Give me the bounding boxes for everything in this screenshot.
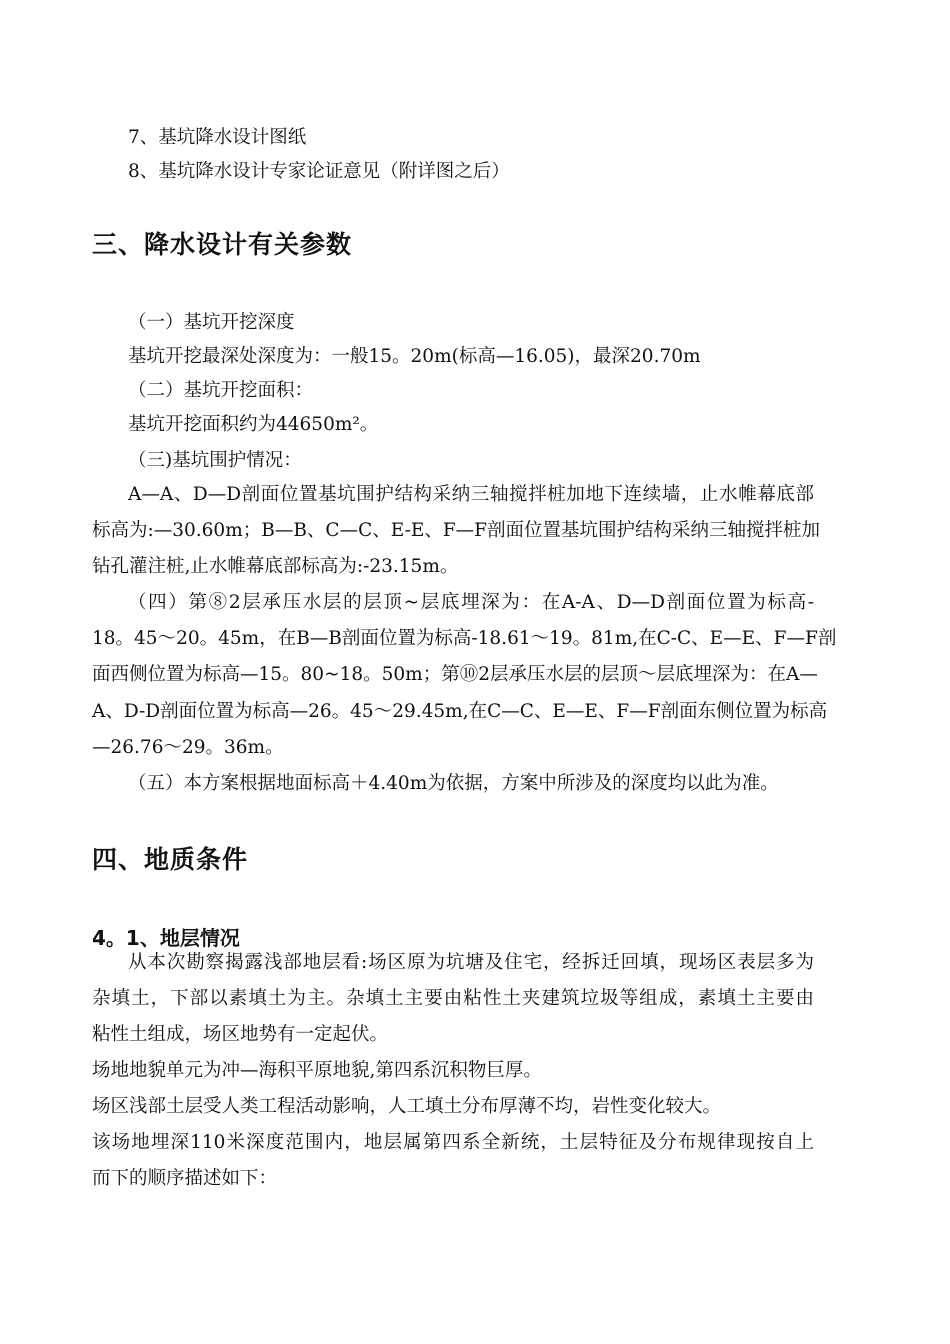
depth-text: 基坑开挖最深处深度为：一般15。20m(标高—16.05)，最深20.70m (128, 346, 701, 367)
area-subtitle: （二）基坑开挖面积： (128, 380, 314, 401)
retaining-line-2: 标高为:—30.60m；B—B、C—C、E-E、F—F剖面位置基坑围护结构采纳三轴搅拌桩加 (92, 520, 821, 541)
landform-text: 场地地貌单元为冲—海积平原地貌,第四系沉积物巨厚。 (92, 1060, 542, 1081)
list-item-8: 8、基坑降水设计专家论证意见（附详图之后） (128, 161, 510, 182)
retaining-line-1: A—A、D—D剖面位置基坑围护结构采纳三轴搅拌桩加地下连续墙，止水帷幕底部 (128, 484, 814, 505)
retaining-subtitle: （三)基坑围护情况： (128, 450, 302, 471)
aquifer-line-2: 18。45～20。45m，在B—B剖面位置为标高-18.61～19。81m,在C-C、E—E、F—F剖 (92, 628, 837, 649)
section-4-heading: 四、地质条件 (92, 845, 249, 874)
area-text: 基坑开挖面积约为44650m²。 (128, 414, 379, 435)
aquifer-line-5: —26.76～29。36m。 (92, 737, 284, 758)
strata-para4-line-2: 而下的顺序描述如下： (92, 1168, 278, 1189)
strata-para1-line-2: 杂填土，下部以素填土为主。杂填土主要由粘性土夹建筑垃圾等组成，素填土主要由 (92, 988, 814, 1009)
strata-para4-line-1: 该场地埋深110米深度范围内，地层属第四系全新统，土层特征及分布规律现按自上 (92, 1132, 814, 1153)
elevation-basis-text: （五）本方案根据地面标高＋4.40m为依据，方案中所涉及的深度均以此为准。 (128, 773, 779, 794)
aquifer-line-4: A、D-D剖面位置为标高—26。45～29.45m,在C—C、E—E、F—F剖面东侧位置为标高 (92, 701, 828, 722)
retaining-line-3: 钻孔灌注桩,止水帷幕底部标高为:-23.15m。 (92, 556, 459, 577)
strata-subheading: 4。1、地层情况 (92, 926, 240, 950)
shallow-layer-text: 场区浅部土层受人类工程活动影响，人工填土分布厚薄不均，岩性变化较大。 (92, 1096, 722, 1117)
depth-subtitle: （一）基坑开挖深度 (128, 312, 295, 333)
strata-para1-line-3: 粘性土组成，场区地势有一定起伏。 (92, 1024, 389, 1045)
strata-para1-line-1: 从本次勘察揭露浅部地层看:场区原为坑塘及住宅，经拆迁回填，现场区表层多为 (128, 952, 814, 973)
list-item-7: 7、基坑降水设计图纸 (128, 127, 307, 148)
section-3-heading: 三、降水设计有关参数 (92, 230, 353, 259)
aquifer-line-3: 面西侧位置为标高—15。80~18。50m；第⑩2层承压水层的层顶～层底埋深为：在A— (92, 664, 818, 685)
aquifer-line-1: （四）第⑧2层承压水层的层顶~层底埋深为：在A-A、D—D剖面位置为标高- (128, 592, 814, 613)
